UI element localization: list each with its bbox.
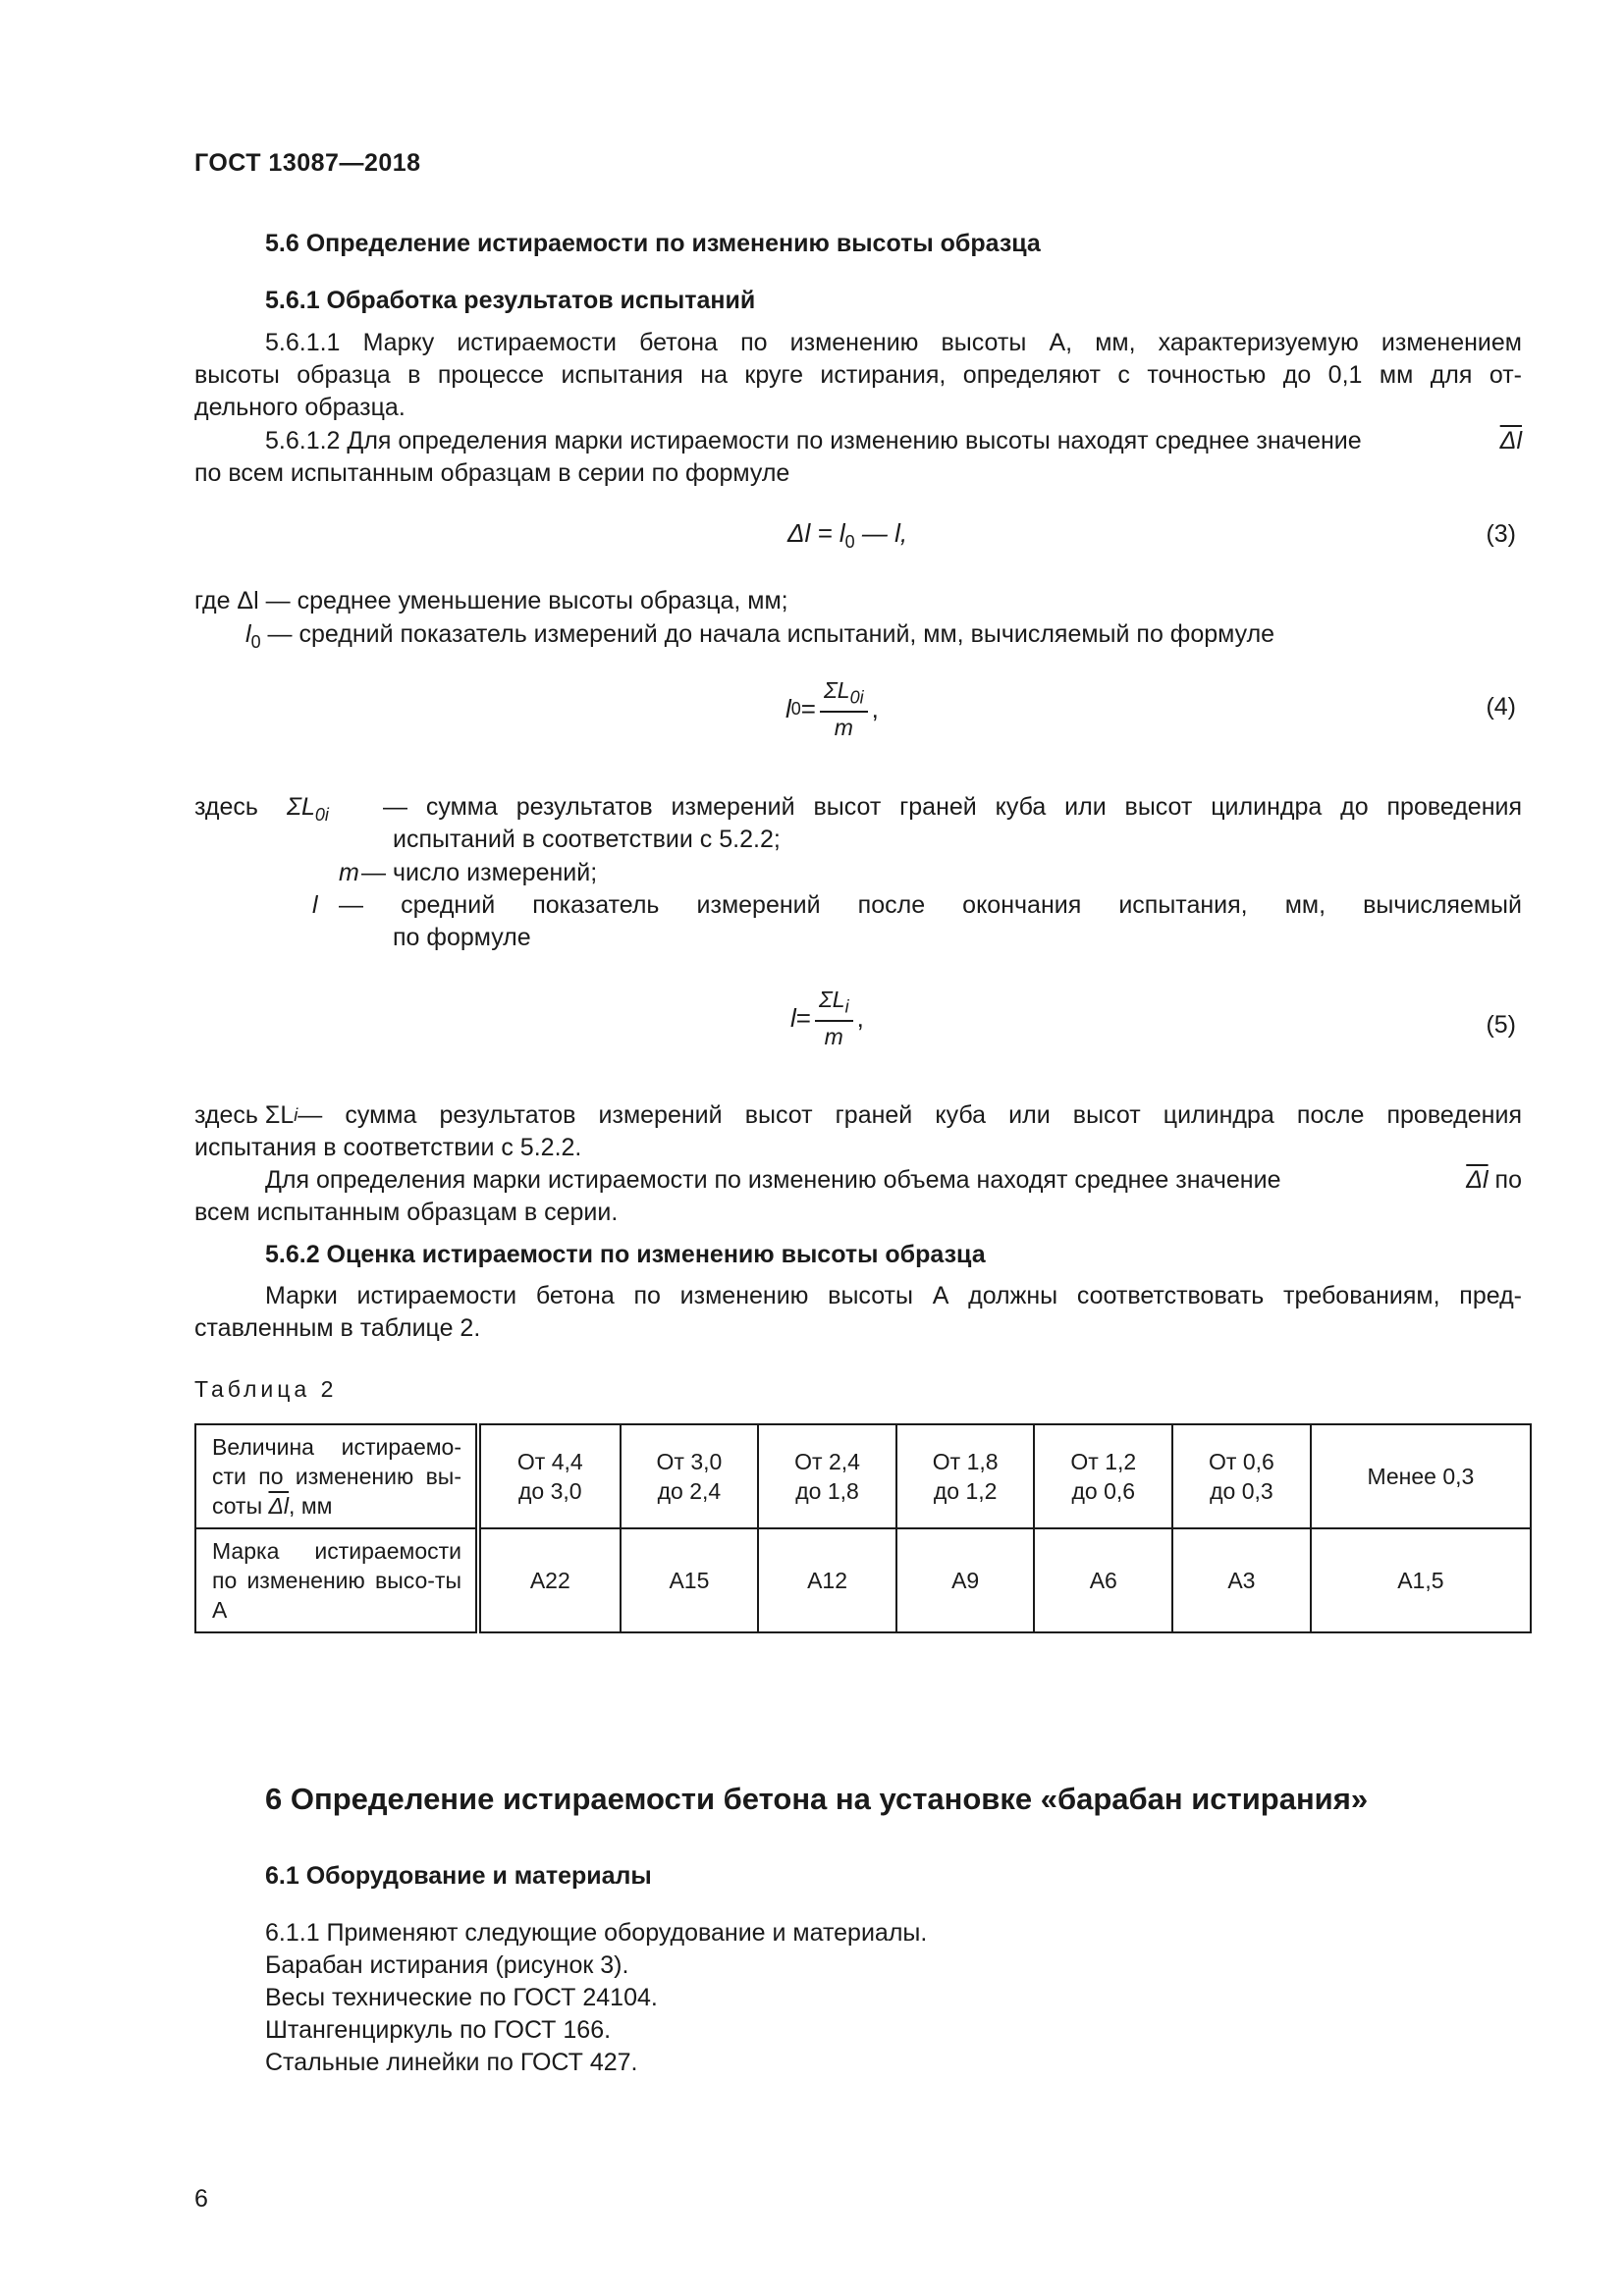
section-5-6-2-title: 5.6.2 Оценка истираемости по изменению высоты образца: [265, 1241, 986, 1268]
sum-l0i-symbol: ΣL: [287, 793, 315, 821]
page-number: 6: [194, 2185, 208, 2213]
formula-3-left: Δl = l: [787, 518, 845, 548]
l-symbol: l: [312, 891, 318, 919]
l0-sub: 0: [250, 632, 261, 652]
table-row-grade: [195, 1528, 1531, 1632]
section-5-6-2-line2: ставленным в таблице 2.: [194, 1314, 481, 1342]
table-cell: От 2,4 до 1,8: [758, 1424, 896, 1528]
m-text: — число измерений;: [361, 859, 598, 886]
mean-delta-symbol: $\overline{\Delta l}$: [1499, 427, 1522, 454]
formula-5-lhs: l: [790, 1002, 796, 1033]
paragraph-5-6-1-1-line1: 5.6.1.1 Марку истираемости бетона по изменению высоты А, мм, характеризуемую изменением: [265, 329, 1522, 356]
formula-5-denominator: m: [824, 1023, 843, 1049]
formula-5-number: (5): [1486, 1011, 1516, 1039]
paragraph-5-6-1-2-line2: по всем испытанным образцам в серии по формуле: [194, 459, 790, 487]
formula-4-eq: =: [800, 693, 816, 723]
table-cell: А3: [1172, 1528, 1311, 1632]
formula-4-denominator: m: [834, 714, 853, 740]
equipment-line: Стальные линейки по ГОСТ 427.: [265, 2049, 638, 2076]
formula-3-right: — l,: [854, 518, 908, 548]
formula-3-number: (3): [1486, 520, 1516, 548]
l-text2: по формуле: [393, 924, 531, 951]
table-cell: А12: [758, 1528, 896, 1632]
formula-5-comma: ,: [856, 1002, 864, 1033]
table-cell: А6: [1034, 1528, 1172, 1632]
here-sum-li-line2: испытания в соответствии с 5.2.2.: [194, 1134, 582, 1161]
sum-li-sub: i: [294, 1105, 298, 1125]
table-cell: А15: [621, 1528, 759, 1632]
where-l0: [245, 618, 1274, 659]
table-cell: От 3,0 до 2,4: [621, 1424, 759, 1528]
formula-5: [790, 987, 864, 1050]
section-5-6-2-line1: Марки истираемости бетона по изменению высоты А должны соответствовать требованиям, пред-: [265, 1282, 1522, 1309]
formula-4-lhs: l: [785, 693, 791, 723]
formula-5-fraction: [815, 987, 853, 1050]
table-cell: От 1,8 до 1,2: [896, 1424, 1035, 1528]
equipment-line: Штангенциркуль по ГОСТ 166.: [265, 2016, 612, 2044]
table-cell: От 1,2 до 0,6: [1034, 1424, 1172, 1528]
row-head-abrasion-symbol: $\overline{\Delta l}$: [268, 1493, 290, 1519]
row-head-abrasion-unit: , мм: [289, 1493, 333, 1519]
formula-5-numerator-sub: i: [844, 996, 849, 1017]
volume-po: по: [1494, 1166, 1522, 1194]
l0-symbol: l: [245, 620, 251, 648]
paragraph-text: 5.6.1.2 Для определения марки истираемости по изменению высоты находят среднее значение: [265, 427, 1362, 454]
table-cell: А1,5: [1311, 1528, 1531, 1632]
formula-3-sub: 0: [844, 532, 855, 553]
paragraph-5-6-1-1-line3: дельного образца.: [194, 394, 406, 421]
sum-li-lead: здесь ΣL: [194, 1101, 295, 1129]
here-label-1: здесь: [194, 793, 258, 821]
formula-3: [787, 518, 907, 553]
table-cell: От 0,6 до 0,3: [1172, 1424, 1311, 1528]
formula-4: [785, 677, 879, 741]
formula-4-fraction: [820, 677, 868, 741]
formula-4-comma: ,: [871, 693, 879, 723]
formula-4-lhs-sub: 0: [790, 698, 801, 719]
equipment-line: 6.1.1 Применяют следующие оборудование и материалы.: [265, 1919, 928, 1947]
row-head-abrasion: [195, 1424, 478, 1528]
sum-li-text: — сумма результатов измерений высот граней куба или высот цилиндра после проведения: [298, 1101, 1522, 1129]
table-cell: А22: [478, 1528, 621, 1632]
equipment-line: Барабан истирания (рисунок 3).: [265, 1951, 629, 1979]
table-cell: От 4,4 до 3,0: [478, 1424, 621, 1528]
volume-paragraph-line2: всем испытанным образцам в серии.: [194, 1199, 619, 1226]
table-row-abrasion: [195, 1424, 1531, 1528]
paragraph-5-6-1-1-line2: высоты образца в процессе испытания на круге истирания, определяют с точностью до 0,1 мм для от-: [194, 361, 1522, 389]
row-head-abrasion-text: Величина истираемо-сти по изменению вы-соты: [212, 1434, 461, 1519]
section-5-6-title: 5.6 Определение истираемости по изменению высоты образца: [265, 230, 1041, 257]
formula-5-numerator: ΣL: [818, 987, 845, 1012]
volume-paragraph-line1: [265, 1164, 1522, 1197]
section-5-6-1-title: 5.6.1 Обработка результатов испытаний: [265, 287, 756, 314]
table-cell: Менее 0,3: [1311, 1424, 1531, 1528]
m-symbol: m: [339, 859, 359, 886]
section-6-title: 6 Определение истираемости бетона на установке «барабан истирания»: [265, 1782, 1369, 1816]
where-delta-l: где Δl — среднее уменьшение высоты образца, мм;: [194, 587, 788, 614]
formula-4-number: (4): [1486, 693, 1516, 721]
volume-text: Для определения марки истираемости по изменению объема находят среднее значение: [265, 1166, 1281, 1194]
table-2: [194, 1423, 1532, 1633]
sum-l0i-sub: 0i: [314, 805, 329, 825]
volume-mean-symbol: $\overline{\Delta l}$: [1466, 1166, 1489, 1194]
formula-4-numerator: ΣL: [823, 677, 850, 703]
here-sum-l0i-text2: испытаний в соответствии с 5.2.2;: [393, 826, 781, 853]
paragraph-5-6-1-2-line1: [265, 425, 1522, 457]
formula-4-numerator-sub: 0i: [849, 687, 864, 708]
document-code: ГОСТ 13087—2018: [194, 149, 421, 177]
here-sum-l0i: [287, 791, 329, 831]
l-text1: — средний показатель измерений после окончания испытания, мм, вычисляемый: [339, 891, 1522, 919]
section-6-1-title: 6.1 Оборудование и материалы: [265, 1862, 652, 1890]
l0-text: — средний показатель измерений до начала испытаний, мм, вычисляемый по формуле: [260, 620, 1275, 648]
table-caption: Таблица 2: [194, 1376, 338, 1402]
equipment-line: Весы технические по ГОСТ 24104.: [265, 1984, 658, 2011]
row-head-grade: Марка истираемости по изменению высо-ты А: [195, 1528, 478, 1632]
table-cell: А9: [896, 1528, 1035, 1632]
formula-5-eq: =: [795, 1002, 811, 1033]
here-sum-li-line1: [194, 1099, 1522, 1132]
here-sum-l0i-text1: — сумма результатов измерений высот граней куба или высот цилиндра до проведения: [383, 793, 1522, 821]
